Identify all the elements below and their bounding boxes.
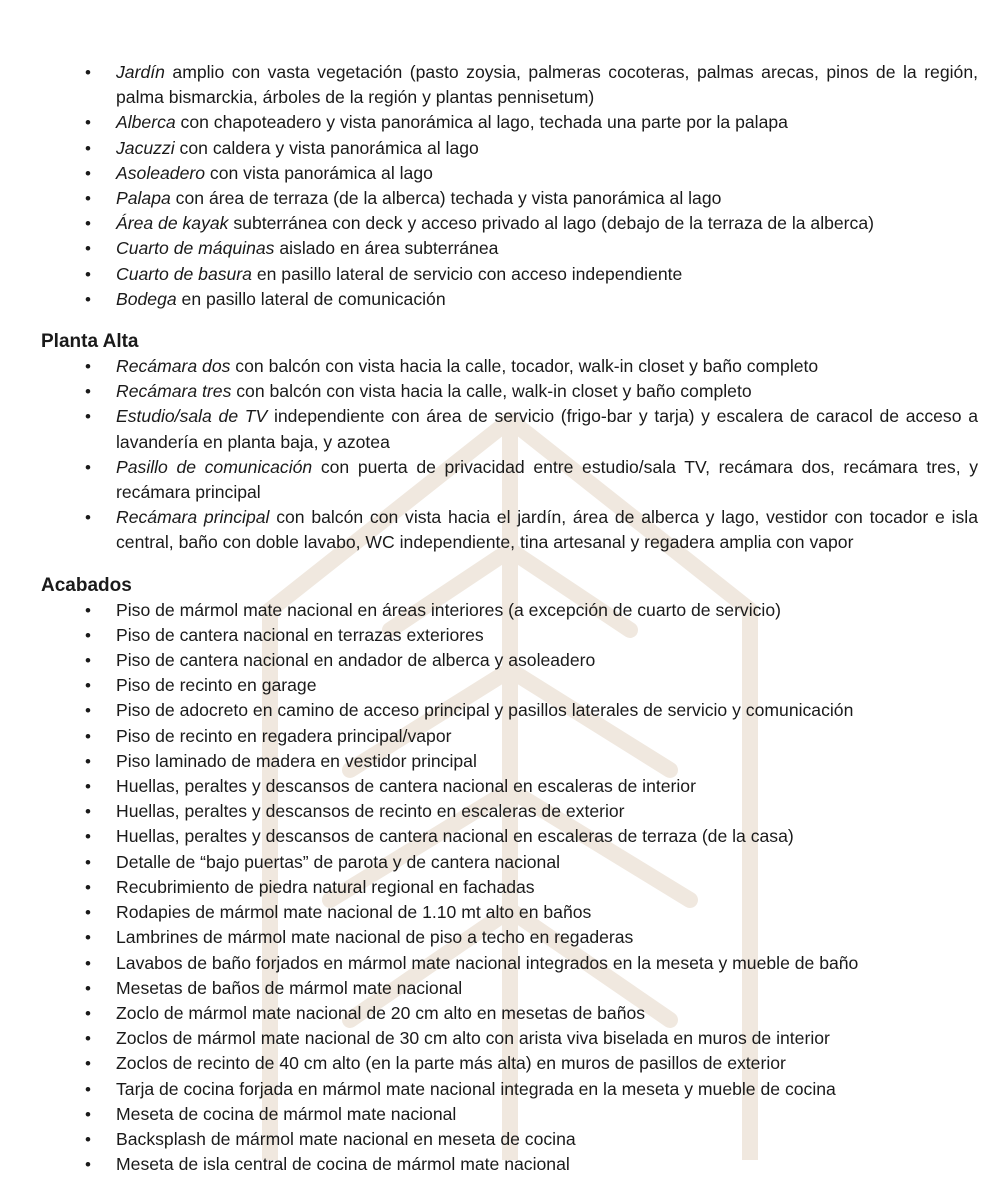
list-item: • Piso de recinto en regadera principal/vapor: [41, 724, 978, 749]
list-item: • Zoclo de mármol mate nacional de 20 cm alto en mesetas de baños: [41, 1001, 978, 1026]
list-item-term: Palapa: [116, 188, 171, 209]
list-item: • Piso de cantera nacional en terrazas exteriores: [41, 623, 978, 648]
list-item-term: Asoleadero: [116, 162, 206, 183]
list-item: • Piso de adocreto en camino de acceso principal y pasillos laterales de servicio y comunicación: [41, 698, 978, 723]
list-item: • Recubrimiento de piedra natural regional en fachadas: [41, 875, 978, 900]
list-item: [41, 505, 978, 555]
list-item-text: en pasillo lateral de comunicación: [176, 288, 446, 309]
list-item-text: con balcón con vista hacia la calle, walk-in closet y baño completo: [231, 381, 752, 402]
section-gap: [41, 556, 978, 573]
list-item: [41, 60, 978, 110]
planta-baja-list: [41, 60, 978, 312]
list-item: [41, 262, 978, 287]
list-item-text: con puerta de privacidad entre estudio/sala TV, recámara dos, recámara tres, y recámara principal: [116, 456, 978, 503]
list-item: [41, 161, 978, 186]
list-item-term: Estudio/sala de TV: [116, 406, 268, 427]
list-item: [41, 211, 978, 236]
list-item: • Piso laminado de madera en vestidor principal: [41, 749, 978, 774]
list-item: • Zoclos de mármol mate nacional de 30 cm alto con arista viva biselada en muros de interior: [41, 1026, 978, 1051]
list-item-text: con chapoteadero y vista panorámica al lago, techada una parte por la palapa: [175, 112, 788, 133]
list-item: • Lambrines de mármol mate nacional de piso a techo en regaderas: [41, 925, 978, 950]
list-item-text: subterránea con deck y acceso privado al lago (debajo de la terraza de la alberca): [228, 213, 874, 234]
list-item: • Piso de cantera nacional en andador de alberca y asoleadero: [41, 648, 978, 673]
list-item-term: Recámara dos: [116, 356, 231, 377]
list-item-term: Pasillo de comunicación: [116, 456, 313, 477]
list-item: [41, 404, 978, 454]
list-item-term: Cuarto de basura: [116, 263, 252, 284]
list-item: • Meseta de isla central de cocina de mármol mate nacional: [41, 1152, 978, 1177]
list-item-term: Recámara principal: [116, 507, 270, 528]
list-item-text: con balcón con vista hacia el jardín, área de alberca y lago, vestidor con tocador e isla central, baño con doble lavabo, WC independiente, tina artesanal y regadera amplia con vapor: [116, 507, 978, 553]
list-item-term: Jardín: [116, 62, 165, 82]
list-item-text: independiente con área de servicio (frigo-bar y tarja) y escalera de caracol de acceso a lavandería en planta baja, y azotea: [116, 406, 978, 452]
list-item-text: con balcón con vista hacia la calle, tocador, walk-in closet y baño completo: [230, 356, 819, 377]
list-item-term: Alberca: [116, 112, 176, 133]
list-item: [41, 455, 978, 505]
list-item: • Backsplash de mármol mate nacional en meseta de cocina: [41, 1127, 978, 1152]
list-item: [41, 186, 978, 211]
list-item-text: aislado en área subterránea: [274, 238, 499, 259]
list-item-text: con área de terraza (de la alberca) techada y vista panorámica al lago: [170, 188, 722, 209]
list-item: • Huellas, peraltes y descansos de cantera nacional en escaleras de terraza (de la casa): [41, 824, 978, 849]
list-item: • Tarja de cocina forjada en mármol mate nacional integrada en la meseta y mueble de cocina: [41, 1077, 978, 1102]
list-item: [41, 236, 978, 261]
list-item-text: con caldera y vista panorámica al lago: [174, 137, 479, 158]
list-item: • Rodapies de mármol mate nacional de 1.10 mt alto en baños: [41, 900, 978, 925]
list-item: • Detalle de “bajo puertas” de parota y de cantera nacional: [41, 850, 978, 875]
list-item-term: Cuarto de máquinas: [116, 238, 275, 259]
list-item-term: Bodega: [116, 288, 177, 309]
list-item: • Huellas, peraltes y descansos de cantera nacional en escaleras de interior: [41, 774, 978, 799]
list-item: • Huellas, peraltes y descansos de recinto en escaleras de exterior: [41, 799, 978, 824]
acabados-list: [41, 598, 978, 1178]
list-item-text: en pasillo lateral de servicio con acceso independiente: [251, 263, 683, 284]
list-item: [41, 379, 978, 404]
list-item: [41, 110, 978, 135]
list-item: • Mesetas de baños de mármol mate nacional: [41, 976, 978, 1001]
list-item: • Meseta de cocina de mármol mate nacional: [41, 1102, 978, 1127]
list-item: • Zoclos de recinto de 40 cm alto (en la parte más alta) en muros de pasillos de exterior: [41, 1051, 978, 1076]
section-gap: [41, 312, 978, 329]
list-item: • Piso de mármol mate nacional en áreas interiores (a excepción de cuarto de servicio): [41, 598, 978, 623]
list-item: [41, 354, 978, 379]
planta-alta-list: [41, 354, 978, 556]
list-item: [41, 287, 978, 312]
list-item: • Piso de recinto en garage: [41, 673, 978, 698]
list-item-term: Área de kayak: [116, 213, 229, 234]
list-item: [41, 136, 978, 161]
list-item-text: con vista panorámica al lago: [205, 162, 433, 183]
planta-alta-heading: Planta Alta: [41, 331, 139, 353]
list-item-text: amplio con vasta vegetación (pasto zoysia, palmeras cocoteras, palmas arecas, pinos de la región, palma bismarckia, árboles de la región y plantas pennisetum): [116, 62, 978, 108]
list-item-term: Jacuzzi: [116, 137, 175, 158]
list-item: • Lavabos de baño forjados en mármol mate nacional integrados en la meseta y mueble de baño: [41, 951, 978, 976]
acabados-heading: Acabados: [41, 574, 132, 596]
list-item-term: Recámara tres: [116, 381, 232, 402]
